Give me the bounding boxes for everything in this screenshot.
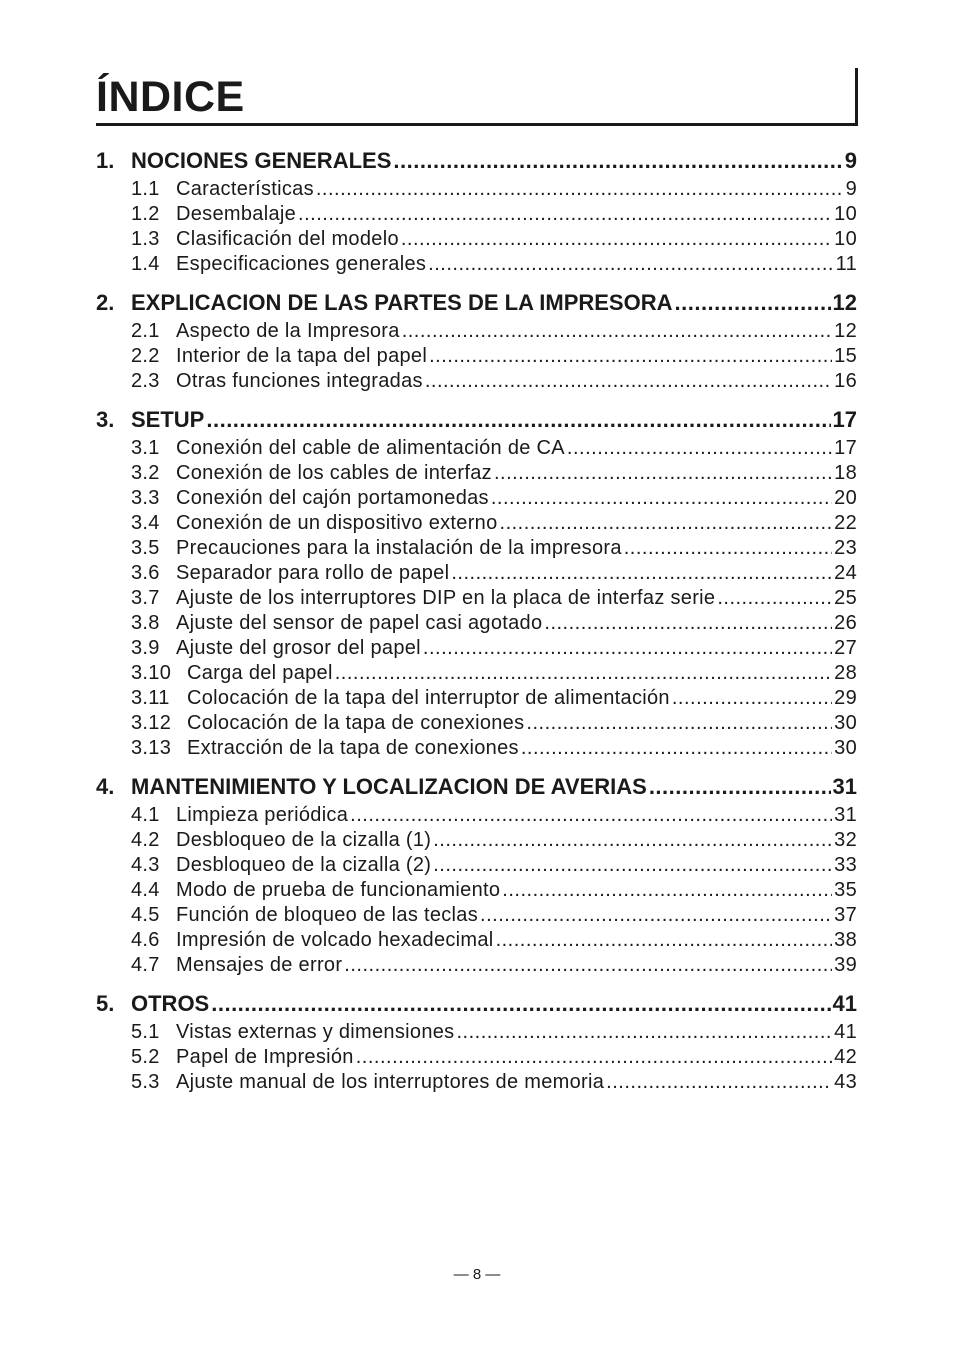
toc-section-title	[96, 404, 204, 436]
dot-leader	[494, 461, 832, 486]
toc-subsection-number: 4.2	[131, 829, 160, 851]
toc-subsection-entry[interactable]	[96, 636, 857, 661]
toc-subsection-title	[131, 661, 333, 686]
dot-leader	[567, 436, 832, 461]
toc-section-entry[interactable]	[96, 404, 857, 436]
toc-subsection-number: 5.3	[131, 1071, 160, 1093]
toc-page-number: 20	[834, 487, 857, 509]
toc-subsection-title	[131, 319, 400, 344]
dot-leader	[402, 319, 832, 344]
toc-section-entry[interactable]	[96, 287, 857, 319]
toc-subsection-number: 1.1	[131, 178, 160, 200]
dot-leader	[500, 511, 833, 536]
dot-leader	[649, 771, 831, 803]
toc-subsection-entry[interactable]	[96, 903, 857, 928]
toc-page-number: 12	[832, 290, 857, 315]
toc-page-number: 15	[834, 345, 857, 367]
toc-page-number: 17	[834, 437, 857, 459]
toc-page-number: 33	[834, 854, 857, 876]
toc-subsection-number: 3.8	[131, 612, 160, 634]
toc-subsection-title	[131, 177, 314, 202]
toc-page-number: 29	[834, 687, 857, 709]
toc-subsection-label: Características	[176, 178, 314, 200]
toc-subsection-entry[interactable]	[96, 1020, 857, 1045]
toc-subsection-title	[131, 1070, 604, 1095]
toc-section-label: OTROS	[131, 991, 210, 1016]
dot-leader	[401, 227, 832, 252]
toc-subsection-label: Especificaciones generales	[176, 253, 427, 275]
toc-section-number: 4.	[96, 774, 115, 799]
toc-subsection-entry[interactable]	[96, 177, 857, 202]
toc-page-number: 39	[834, 954, 857, 976]
toc-subsection-title	[131, 369, 423, 394]
toc-page-number: 37	[834, 904, 857, 926]
toc-page-number: 32	[834, 829, 857, 851]
toc-subsection-number: 2.1	[131, 320, 160, 342]
toc-page-number: 30	[834, 712, 857, 734]
toc-subsection-label: Ajuste del sensor de papel casi agotado	[176, 612, 543, 634]
toc-subsection-number: 3.6	[131, 562, 160, 584]
dot-leader	[624, 536, 832, 561]
toc-subsection-title	[131, 903, 478, 928]
toc-subsection-title	[131, 252, 426, 277]
toc-subsection-number: 1.2	[131, 203, 160, 225]
toc-section-label: EXPLICACION DE LAS PARTES DE LA IMPRESORA	[131, 290, 673, 315]
toc-subsection-number: 3.3	[131, 487, 160, 509]
toc-page-number: 43	[834, 1071, 857, 1093]
toc-subsection-number: 4.5	[131, 904, 160, 926]
dot-leader	[428, 252, 833, 277]
toc-subsection-label: Mensajes de error	[176, 954, 343, 976]
toc-subsection-number: 5.1	[131, 1021, 160, 1043]
toc-subsection-title	[131, 561, 449, 586]
toc-subsection-number: 3.7	[131, 587, 160, 609]
toc-subsection-entry[interactable]	[96, 202, 857, 227]
toc-subsection-entry[interactable]	[96, 436, 857, 461]
toc-subsection-number: 3.11	[131, 687, 170, 709]
toc-subsection-entry[interactable]	[96, 1070, 857, 1095]
dot-leader	[335, 661, 832, 686]
toc-subsection-entry[interactable]	[96, 853, 857, 878]
dot-leader	[206, 404, 830, 436]
toc-subsection-label: Otras funciones integradas	[176, 370, 423, 392]
dot-leader	[526, 711, 832, 736]
toc-section-label: MANTENIMIENTO Y LOCALIZACION DE AVERIAS	[131, 774, 647, 799]
toc-page-number: 17	[832, 407, 857, 432]
toc-subsection-number: 4.4	[131, 879, 160, 901]
toc-subsection-entry[interactable]	[96, 1045, 857, 1070]
toc-subsection-entry[interactable]	[96, 586, 857, 611]
toc-subsection-label: Función de bloqueo de las teclas	[176, 904, 479, 926]
toc-subsection-number: 2.3	[131, 370, 160, 392]
toc-section-entry[interactable]	[96, 988, 857, 1020]
toc-subsection-number: 4.7	[131, 954, 160, 976]
toc-page-number: 28	[834, 662, 857, 684]
dot-leader	[672, 686, 832, 711]
toc-section	[96, 771, 857, 978]
toc-subsection-title	[131, 436, 565, 461]
toc-section-label: NOCIONES GENERALES	[131, 148, 392, 173]
toc-page-number: 10	[834, 228, 857, 250]
dot-leader	[675, 287, 831, 319]
toc-section-title	[96, 771, 647, 803]
toc-subsection-number: 3.9	[131, 637, 160, 659]
dot-leader	[451, 561, 832, 586]
toc-subsection-number: 4.3	[131, 854, 160, 876]
toc-page-number: 9	[845, 178, 857, 200]
table-of-contents	[96, 145, 857, 1105]
toc-page-number: 23	[834, 537, 857, 559]
toc-section	[96, 988, 857, 1095]
toc-section-title	[96, 145, 391, 177]
toc-subsection-number: 1.3	[131, 228, 160, 250]
toc-subsection-label: Limpieza periódica	[176, 804, 349, 826]
toc-subsection-entry[interactable]	[96, 536, 857, 561]
toc-section-entry[interactable]	[96, 145, 857, 177]
toc-subsection-title	[131, 511, 498, 536]
toc-subsection-title	[131, 227, 399, 252]
toc-page-number: 11	[835, 253, 857, 275]
toc-subsection-label: Separador para rollo de papel	[176, 562, 450, 584]
dot-leader	[298, 202, 832, 227]
dot-leader	[606, 1070, 832, 1095]
toc-page-number: 31	[832, 774, 857, 799]
toc-subsection-label: Precauciones para la instalación de la impresora	[176, 537, 622, 559]
toc-subsection-label: Desbloqueo de la cizalla (2)	[176, 854, 432, 876]
toc-section-number: 3.	[96, 407, 115, 432]
dot-leader	[544, 611, 832, 636]
toc-subsection-number: 3.1	[131, 437, 160, 459]
toc-subsection-title	[131, 1020, 454, 1045]
toc-subsection-number: 2.2	[131, 345, 160, 367]
toc-subsection-label: Impresión de volcado hexadecimal	[176, 929, 494, 951]
toc-page-number: 30	[834, 737, 857, 759]
toc-section-number: 2.	[96, 290, 115, 315]
toc-subsection-title	[131, 686, 670, 711]
toc-subsection-entry[interactable]	[96, 953, 857, 978]
page-number: — 8 —	[453, 1266, 501, 1283]
toc-page-number: 24	[834, 562, 857, 584]
toc-page-number: 9	[844, 148, 857, 173]
toc-subsection-title	[131, 461, 492, 486]
toc-subsection-label: Colocación de la tapa del interruptor de alimentación	[187, 687, 670, 709]
toc-subsection-label: Aspecto de la Impresora	[176, 320, 400, 342]
toc-subsection-number: 3.4	[131, 512, 160, 534]
toc-subsection-label: Interior de la tapa del papel	[176, 345, 428, 367]
dot-leader	[316, 177, 844, 202]
dot-leader	[456, 1020, 832, 1045]
toc-section-number: 1.	[96, 148, 115, 173]
toc-subsection-entry[interactable]	[96, 344, 857, 369]
dot-leader	[429, 344, 832, 369]
toc-subsection-entry[interactable]	[96, 227, 857, 252]
toc-page-number: 41	[834, 1021, 857, 1043]
dot-leader	[344, 953, 832, 978]
toc-subsection-label: Desbloqueo de la cizalla (1)	[176, 829, 432, 851]
toc-subsection-label: Extracción de la tapa de conexiones	[187, 737, 519, 759]
toc-page-number: 22	[834, 512, 857, 534]
dot-leader	[717, 586, 832, 611]
toc-page-number: 35	[834, 879, 857, 901]
toc-page-number: 27	[834, 637, 857, 659]
toc-subsection-number: 3.12	[131, 712, 172, 734]
toc-subsection-title	[131, 736, 519, 761]
dot-leader	[425, 369, 832, 394]
dot-leader	[480, 903, 832, 928]
toc-page-number: 42	[834, 1046, 857, 1068]
toc-section-label: SETUP	[131, 407, 205, 432]
toc-page-number: 25	[834, 587, 857, 609]
toc-page-number: 41	[832, 991, 857, 1016]
toc-subsection-title	[131, 586, 715, 611]
toc-subsection-entry[interactable]	[96, 878, 857, 903]
toc-subsection-title	[131, 536, 622, 561]
toc-subsection-entry[interactable]	[96, 252, 857, 277]
toc-section	[96, 145, 857, 277]
toc-section	[96, 287, 857, 394]
toc-subsection-label: Conexión del cajón portamonedas	[176, 487, 489, 509]
toc-section-title	[96, 988, 209, 1020]
toc-section-title	[96, 287, 673, 319]
toc-subsection-entry[interactable]	[96, 611, 857, 636]
toc-subsection-title	[131, 803, 348, 828]
toc-subsection-entry[interactable]	[96, 561, 857, 586]
toc-subsection-title	[131, 711, 524, 736]
dot-leader	[211, 988, 830, 1020]
toc-subsection-title	[131, 828, 431, 853]
dot-leader	[356, 1045, 832, 1070]
toc-subsection-entry[interactable]	[96, 736, 857, 761]
toc-subsection-title	[131, 878, 500, 903]
dot-leader	[521, 736, 832, 761]
toc-subsection-entry[interactable]	[96, 511, 857, 536]
dot-leader	[393, 145, 842, 177]
toc-page-number: 31	[834, 804, 857, 826]
toc-subsection-entry[interactable]	[96, 661, 857, 686]
toc-subsection-label: Ajuste manual de los interruptores de memoria	[176, 1071, 605, 1093]
toc-subsection-label: Modo de prueba de funcionamiento	[176, 879, 501, 901]
toc-page-number: 26	[834, 612, 857, 634]
toc-subsection-number: 1.4	[131, 253, 160, 275]
toc-subsection-title	[131, 953, 342, 978]
toc-page-number: 16	[834, 370, 857, 392]
toc-subsection-label: Papel de Impresión	[176, 1046, 354, 1068]
toc-subsection-number: 3.10	[131, 662, 172, 684]
toc-subsection-entry[interactable]	[96, 486, 857, 511]
toc-page-number: 10	[834, 203, 857, 225]
toc-subsection-number: 5.2	[131, 1046, 160, 1068]
dot-leader	[502, 878, 832, 903]
dot-leader	[433, 853, 832, 878]
toc-subsection-label: Ajuste del grosor del papel	[176, 637, 421, 659]
toc-subsection-title	[131, 486, 489, 511]
dot-leader	[350, 803, 832, 828]
toc-subsection-title	[131, 202, 296, 227]
toc-subsection-entry[interactable]	[96, 319, 857, 344]
dot-leader	[496, 928, 833, 953]
dot-leader	[433, 828, 832, 853]
toc-subsection-label: Conexión de los cables de interfaz	[176, 462, 492, 484]
toc-subsection-entry[interactable]	[96, 803, 857, 828]
toc-subsection-label: Ajuste de los interruptores DIP en la placa de interfaz serie	[176, 587, 716, 609]
toc-page-number: 12	[834, 320, 857, 342]
toc-subsection-title	[131, 853, 431, 878]
toc-subsection-number: 3.2	[131, 462, 160, 484]
toc-subsection-entry[interactable]	[96, 711, 857, 736]
page-title: ÍNDICE	[96, 73, 245, 121]
toc-subsection-number: 4.1	[131, 804, 160, 826]
toc-subsection-entry[interactable]	[96, 828, 857, 853]
toc-subsection-label: Carga del papel	[187, 662, 333, 684]
dot-leader	[423, 636, 832, 661]
toc-section-number: 5.	[96, 991, 115, 1016]
toc-subsection-label: Desembalaje	[176, 203, 297, 225]
toc-subsection-entry[interactable]	[96, 686, 857, 711]
toc-subsection-entry[interactable]	[96, 369, 857, 394]
toc-subsection-label: Vistas externas y dimensiones	[176, 1021, 455, 1043]
toc-subsection-label: Clasificación del modelo	[176, 228, 399, 250]
toc-subsection-label: Colocación de la tapa de conexiones	[187, 712, 525, 734]
toc-subsection-number: 3.13	[131, 737, 172, 759]
toc-subsection-label: Conexión del cable de alimentación de CA	[176, 437, 565, 459]
toc-subsection-number: 3.5	[131, 537, 160, 559]
toc-subsection-title	[131, 611, 542, 636]
toc-subsection-title	[131, 344, 427, 369]
toc-section	[96, 404, 857, 761]
toc-subsection-entry[interactable]	[96, 928, 857, 953]
toc-subsection-number: 4.6	[131, 929, 160, 951]
toc-section-entry[interactable]	[96, 771, 857, 803]
toc-subsection-title	[131, 1045, 354, 1070]
toc-page-number: 18	[834, 462, 857, 484]
title-block	[96, 68, 858, 126]
toc-subsection-entry[interactable]	[96, 461, 857, 486]
toc-subsection-title	[131, 636, 421, 661]
dot-leader	[491, 486, 832, 511]
toc-subsection-title	[131, 928, 494, 953]
toc-subsection-label: Conexión de un dispositivo externo	[176, 512, 498, 534]
toc-page-number: 38	[834, 929, 857, 951]
